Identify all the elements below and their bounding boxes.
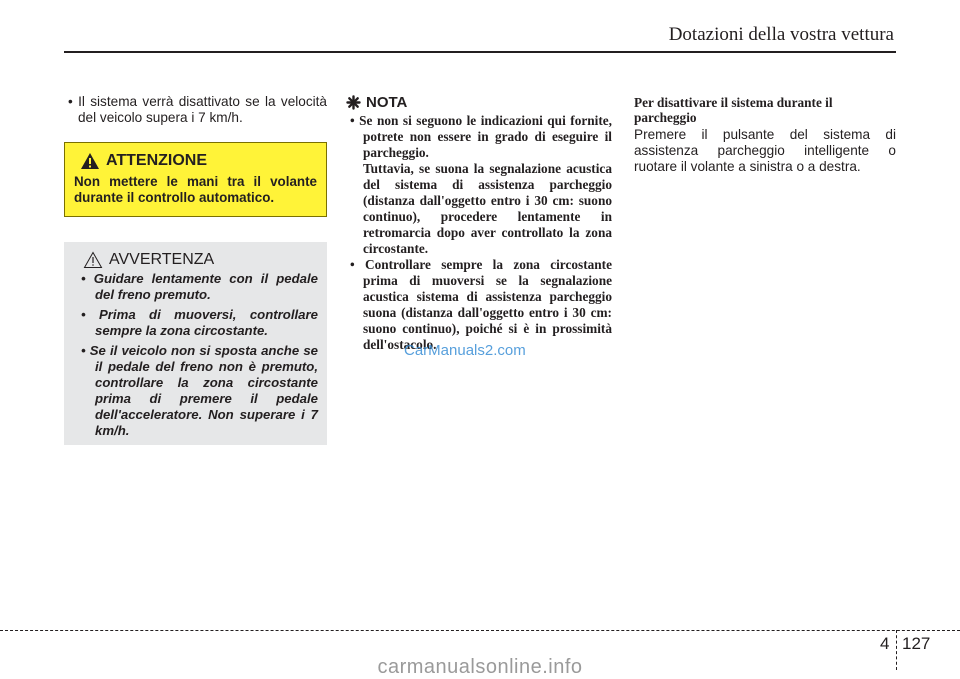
attention-title-row	[80, 152, 317, 170]
intro-bullet: • Il sistema verrà disattivato se la velocità del veicolo supera i 7 km/h.	[68, 94, 327, 125]
warning-item: • Guidare lentamente con il pedale del freno premuto.	[81, 271, 318, 302]
footer-rule	[0, 630, 960, 631]
watermark-text: CarManuals2.com	[404, 342, 526, 359]
attention-box	[64, 142, 327, 217]
warning-item: • Se il veicolo non si sposta anche se il pedale del freno non è premuto, controllare la zona circostante prima di premere il pedale dell'acceleratore. Non superare i 7 km/h.	[81, 343, 318, 438]
page-header-title: Dotazioni della vostra vettura	[668, 24, 894, 45]
nota-item: • Se non si seguono le indicazioni qui fornite, potrete non essere in grado di eseguire il parcheggio.	[350, 113, 612, 160]
deactivate-section	[634, 95, 896, 175]
nota-item-continuation: Tuttavia, se suona la segnalazione acustica del sistema di assistenza parcheggio (distanza dall'oggetto entro i 30 cm: suono continuo), procedere lentamente in retromarcia dopo aver controllato la zona circostante.	[363, 161, 612, 256]
section-heading: Per disattivare il sistema durante il parcheggio	[634, 95, 833, 125]
nota-title-row	[346, 94, 612, 111]
intro-section	[64, 94, 327, 126]
chapter-number: 4	[880, 634, 890, 653]
nota-title: NOTA	[366, 94, 408, 111]
header-rule	[64, 51, 896, 53]
section-body: Premere il pulsante del sistema di assistenza parcheggio intelligente o ruotare il volante a sinistra o a destra.	[634, 127, 896, 174]
warning-triangle-filled-icon	[80, 152, 100, 170]
footer-watermark: carmanualsonline.info	[377, 656, 583, 678]
nota-section	[346, 94, 612, 353]
warning-item: • Prima di muoversi, controllare sempre la zona circostante.	[81, 307, 318, 338]
nota-list	[346, 113, 612, 353]
warning-title-row	[83, 251, 318, 269]
warning-box	[64, 242, 327, 445]
page-number: 127	[902, 634, 931, 653]
warning-title: AVVERTENZA	[109, 251, 215, 268]
asterisk-cross-icon	[346, 95, 361, 110]
attention-title: ATTENZIONE	[106, 152, 208, 169]
warning-triangle-outline-icon	[83, 251, 103, 269]
warning-list	[73, 271, 318, 439]
nota-item: • Controllare sempre la zona circostante prima di muoversi se la segnalazione acustica sistema di assistenza parcheggio suona (distanza dall'oggetto entro i 30 cm: suono continuo), poiché si è in prossimità dell'ostacolo.	[350, 257, 612, 352]
attention-text: Non mettere le mani tra il volante durante il controllo automatico.	[74, 174, 317, 205]
